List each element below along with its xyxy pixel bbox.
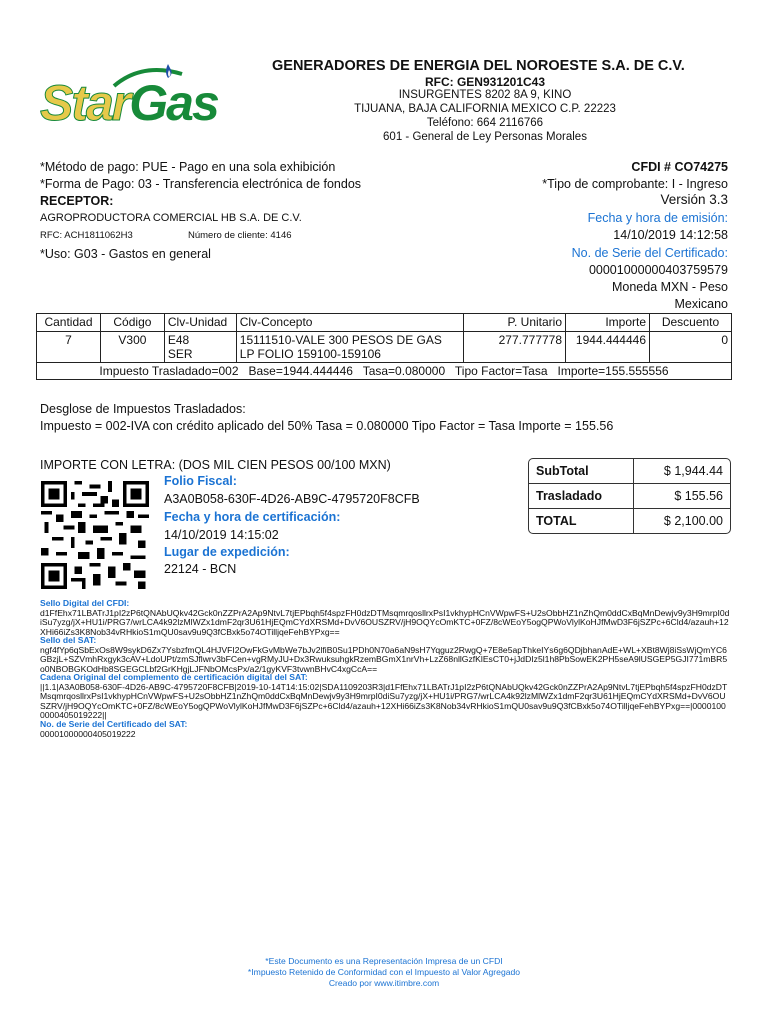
cell-code: V300: [100, 332, 164, 363]
issuer-address-1: INSURGENTES 8202 8A 9, KINO: [398, 89, 572, 101]
cert-serial-value: 00001000000403759579: [588, 263, 728, 277]
footer-link[interactable]: Creado por www.itimbre.com: [328, 978, 440, 988]
totals-box: [528, 458, 731, 534]
col-header: Clv-Concepto: [236, 314, 463, 332]
folio-value: A3A0B058-630F-4D26-AB9C-4795720F8CFB: [164, 492, 420, 506]
emission-label: Fecha y hora de emisión:: [587, 211, 728, 225]
cert-date-label: Fecha y hora de certificación:: [164, 510, 341, 524]
tax-row: [37, 363, 732, 380]
cell-price: 277.777778: [464, 332, 566, 363]
cell-amount: 1944.444446: [566, 332, 650, 363]
original-chain: Cadena Original del complemento de certificación digital del SAT: ||1.1|A3A0B058-630F-4D26-AB9C-4795720F8CFB|2019-10-14T14:15:02|SDA1109203R3|d1FfEhx71LBATrJ1pI2zP6tQNAbUQkv42Gck0nZZPrA2Ap9NtvL7tjEPbqh5f4spzFH0dzDTMsqmrqosllrxPsI1vkhypHCnVWpwFS+U2sObbHZ1nZhQm0ddCxBqMnDewjv9y3H9mrpI0diSu7yzg/jX+HU1i/PRG7/wrLCA4k92lzMlWZx1dmF2qr3U61HjEQmCYdXRSMd+DvV6OUSZRV/jH9OQYcOmKTC+0FZ/8cWEoY5ogQPWoVlylKoHJfMwD3F6jSZPc+6Cld4/azauh+12XHi66iZs3K8Nob34vRHkioS1mQU0sav9u9Q3fCBxk5o74OTilljqeFehBYPxg==|00001000000405019222||: [40, 672, 728, 720]
cell-qty: 7: [37, 332, 101, 363]
place-label: Lugar de expedición:: [164, 545, 290, 559]
receptor-name: AGROPRODUCTORA COMERCIAL HB S.A. DE C.V.: [40, 212, 302, 224]
col-header: Clv-Unidad: [164, 314, 236, 332]
totals-row: Trasladado $ 155.56: [529, 483, 730, 508]
version: Versión 3.3: [660, 192, 728, 207]
emission-value: 14/10/2019 14:12:58: [613, 228, 728, 242]
items-table: [36, 313, 732, 380]
cfdi-use: *Uso: G03 - Gastos en general: [40, 247, 211, 261]
cfdi-number: CFDI # CO74275: [631, 160, 728, 174]
issuer-name: GENERADORES DE ENERGIA DEL NOROESTE S.A. DE C.V.: [272, 58, 685, 74]
footer-line-2: *Impuesto Retenido de Conformidad con el Impuesto al Valor Agregado: [247, 967, 521, 977]
place-value: 22124 - BCN: [164, 562, 237, 576]
payment-form: *Forma de Pago: 03 - Transferencia electrónica de fondos: [40, 177, 362, 191]
col-header: Código: [100, 314, 164, 332]
sat-seal: Sello del SAT: ngf4fYp6qSbExOs8W9sykD6Zx7YsbzfmQL4HJVFI2OwFkGvMbWe7bJv2lfiB0Su1PDh0N70a6aN9sH7Yqguz2RwgQ+7E8e5apThkeIYs6g6QDjbhanAdE+WL+XBt8Wj8iSsWjQmYC6GBzjL+SZVmhRxgyk3cAV+LdoUPt/zmSJflwrv3bFCen+vgRMyJU+Dx3RwuksuhgkRzemBGmX1nrVh+LzZ68nllGzfKlEsCT0+jJdDIz5l1h8PbSowEK2PH5seA9lUSGEP5GJI771mBR5o0NBOBGKOdHb8SGEGCLbf2GrKHgjLJFNbOMcsPx/a2/1gyKVF3tvwnBHvC4xgCcA==: [40, 635, 728, 674]
issuer-address-2: TIJUANA, BAJA CALIFORNIA MEXICO C.P. 22223: [354, 103, 616, 115]
receptor-rfc: RFC: ACH1811062H3: [40, 230, 133, 241]
voucher-type: *Tipo de comprobante: I - Ingreso: [542, 177, 728, 191]
issuer-rfc: RFC: GEN931201C43: [424, 75, 546, 89]
col-header: Importe: [566, 314, 650, 332]
table-row: [37, 332, 732, 363]
col-header: Cantidad: [37, 314, 101, 332]
table-header-row: [37, 314, 732, 332]
cert-date-value: 14/10/2019 14:15:02: [164, 528, 279, 542]
cell-discount: 0: [650, 332, 732, 363]
col-header: P. Unitario: [464, 314, 566, 332]
cert-serial-label: No. de Serie del Certificado:: [571, 246, 728, 260]
tax-breakdown-title: Desglose de Impuestos Trasladados:: [40, 402, 246, 416]
stargas-logo: [40, 60, 250, 135]
payment-method: *Método de pago: PUE - Pago en una sola exhibición: [40, 160, 336, 174]
footer-line-1: *Este Documento es una Representación Impresa de un CFDI: [265, 956, 503, 966]
amount-in-words: IMPORTE CON LETRA: (DOS MIL CIEN PESOS 00/100 MXN): [40, 458, 391, 472]
logo-text: StarGas: [40, 75, 218, 131]
currency-line-2: Mexicano: [674, 297, 728, 311]
issuer-phone: Teléfono: 664 2116766: [426, 117, 544, 129]
issuer-regime: 601 - General de Ley Personas Morales: [383, 131, 587, 143]
sat-cert-serial: No. de Serie del Certificado del SAT: 00001000000405019222: [40, 719, 188, 739]
tax-line: Impuesto Trasladado=002 Base=1944.444446 Tasa=0.080000 Tipo Factor=Tasa Importe=155.555556: [37, 363, 732, 380]
client-number: Número de cliente: 4146: [188, 230, 292, 241]
cfdi-seal: Sello Digital del CFDI: d1FfEhx71LBATrJ1pI2zP6tQNAbUQkv42Gck0nZZPrA2Ap9NtvL7tjEPbqh5f4spzFH0dzDTMsqmrqosllrxPsI1vkhypHCnVWpwFS+U2sObbHZ1nZhQm0ddCxBqMnDewjv9y3H9mrpI0diSu7yzg/jX+HU1i/PRG7/wrLCA4k92lzMlWZx1dmF2qr3U61HjEQmCYdXRSMd+DvV6OUSZRV/jH9OQYcOmKTC+0FZ/8cWEoY5ogQPWoVlylKoHJfMwD3F6jSZPc+6Cld4/azauh+12XHi66iZs3K8Nob34vRHkioS1mQU0sav9u9Q3fCBxk5o74OTilljqeFehBYPxg==: [40, 598, 730, 637]
folio-label: Folio Fiscal:: [164, 474, 237, 488]
qr-code-icon: [38, 481, 152, 589]
cell-concept: 15111510-VALE 300 PESOS DE GAS LP FOLIO 159100-159106: [236, 332, 463, 363]
currency-line-1: Moneda MXN - Peso: [611, 280, 728, 294]
receptor-label: RECEPTOR:: [40, 194, 114, 208]
totals-row: TOTAL $ 2,100.00: [529, 508, 730, 533]
totals-row: SubTotal $ 1,944.44: [529, 459, 730, 483]
cell-unit: E48 SER: [164, 332, 236, 363]
col-header: Descuento: [650, 314, 732, 332]
tax-breakdown-line: Impuesto = 002-IVA con crédito aplicado del 50% Tasa = 0.080000 Tipo Factor = Tasa Importe = 155.56: [40, 419, 614, 433]
